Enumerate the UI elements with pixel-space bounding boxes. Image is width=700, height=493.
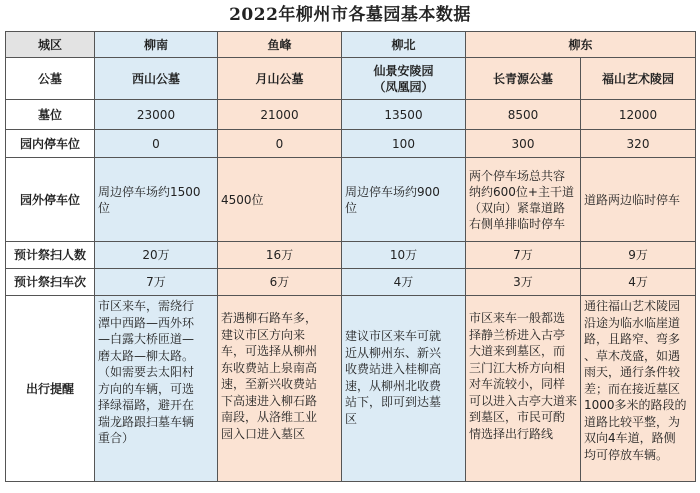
inner-parking-cell: 0 (218, 130, 342, 158)
district-liubei: 柳北 (342, 32, 466, 58)
outer-parking-cell: 两个停车场总共容 纳约600位+主干道 （双向）紧靠道路 右侧单排临时停车 (466, 158, 581, 242)
outer-parking-cell: 道路两边临时停车 (581, 158, 696, 242)
visitors-row (6, 242, 696, 269)
row-label-travel-tips: 出行提醒 (6, 296, 95, 482)
outer-parking-cell: 4500位 (218, 158, 342, 242)
cemetery-cell: 西山公墓 (95, 58, 218, 100)
inner-parking-row (6, 130, 696, 158)
cemetery-cell: 长青源公墓 (466, 58, 581, 100)
row-label-cemetery: 公墓 (6, 58, 95, 100)
visitors-cell: 10万 (342, 242, 466, 269)
vehicles-cell: 6万 (218, 269, 342, 296)
plots-cell: 8500 (466, 100, 581, 130)
cemetery-cell: 月山公墓 (218, 58, 342, 100)
inner-parking-cell: 0 (95, 130, 218, 158)
district-liudong: 柳东 (466, 32, 696, 58)
row-label-outer-parking: 园外停车位 (6, 158, 95, 242)
vehicles-row (6, 269, 696, 296)
inner-parking-cell: 300 (466, 130, 581, 158)
vehicles-cell: 4万 (581, 269, 696, 296)
inner-parking-cell: 320 (581, 130, 696, 158)
cemetery-row (6, 58, 696, 100)
cemetery-data-table (5, 31, 696, 482)
cemetery-cell: 仙景安陵园 （凤凰园） (342, 58, 466, 100)
vehicles-cell: 3万 (466, 269, 581, 296)
outer-parking-cell: 周边停车场约900 位 (342, 158, 466, 242)
row-label-inner-parking: 园内停车位 (6, 130, 95, 158)
visitors-cell: 9万 (581, 242, 696, 269)
travel-tip-cell: 建议市区来车可就 近从柳州东、新兴 收费站进入桂柳高 速，从柳州北收费 站下，即可到达墓 区 (342, 296, 466, 482)
travel-tip-cell: 市区来车一般都选 择静兰桥进入古亭 大道来到墓区，而 三门江大桥方向相 对车流较小，同样 可以进入古亭大道来 到墓区，市民可酌 情选择出行路线 (466, 296, 581, 482)
district-label: 城区 (6, 32, 95, 58)
visitors-cell: 7万 (466, 242, 581, 269)
row-label-plots: 墓位 (6, 100, 95, 130)
cemetery-cell: 福山艺术陵园 (581, 58, 696, 100)
vehicles-cell: 7万 (95, 269, 218, 296)
plots-cell: 23000 (95, 100, 218, 130)
visitors-cell: 16万 (218, 242, 342, 269)
page-title: 2022年柳州市各墓园基本数据 (229, 5, 471, 25)
outer-parking-cell: 周边停车场约1500 位 (95, 158, 218, 242)
travel-tip-cell: 通往福山艺术陵园 沿途为临水临崖道 路，且路窄、弯多 、草木茂盛，如遇 雨天，通行条件较 差；而在接近墓区 1000多米的路段的 道路比较平整，为 双向4车道，路侧 均可停放车辆。 (581, 296, 696, 482)
district-header-row (6, 32, 696, 58)
plots-cell: 13500 (342, 100, 466, 130)
district-liunan: 柳南 (95, 32, 218, 58)
outer-parking-row (6, 158, 696, 242)
district-yufeng: 鱼峰 (218, 32, 342, 58)
plots-cell: 21000 (218, 100, 342, 130)
travel-tip-cell: 市区来车，需绕行 潭中西路—西外环 —白露大桥匝道— 磨太路—柳太路。 （如需要去太阳村 方向的车辆，可选 择绿福路，避开在 瑞龙路跟扫墓车辆 重合） (95, 296, 218, 482)
travel-tips-row (6, 296, 696, 482)
plots-row (6, 100, 696, 130)
row-label-visitors: 预计祭扫人数 (6, 242, 95, 269)
inner-parking-cell: 100 (342, 130, 466, 158)
plots-cell: 12000 (581, 100, 696, 130)
vehicles-cell: 4万 (342, 269, 466, 296)
visitors-cell: 20万 (95, 242, 218, 269)
row-label-vehicles: 预计祭扫车次 (6, 269, 95, 296)
travel-tip-cell: 若遇柳石路车多， 建议市区方向来 车，可选择从柳州 东收费站上泉南高 速，至新兴收费站 下高速进入柳石路 南段，从洛维工业 园入口进入墓区 (218, 296, 342, 482)
